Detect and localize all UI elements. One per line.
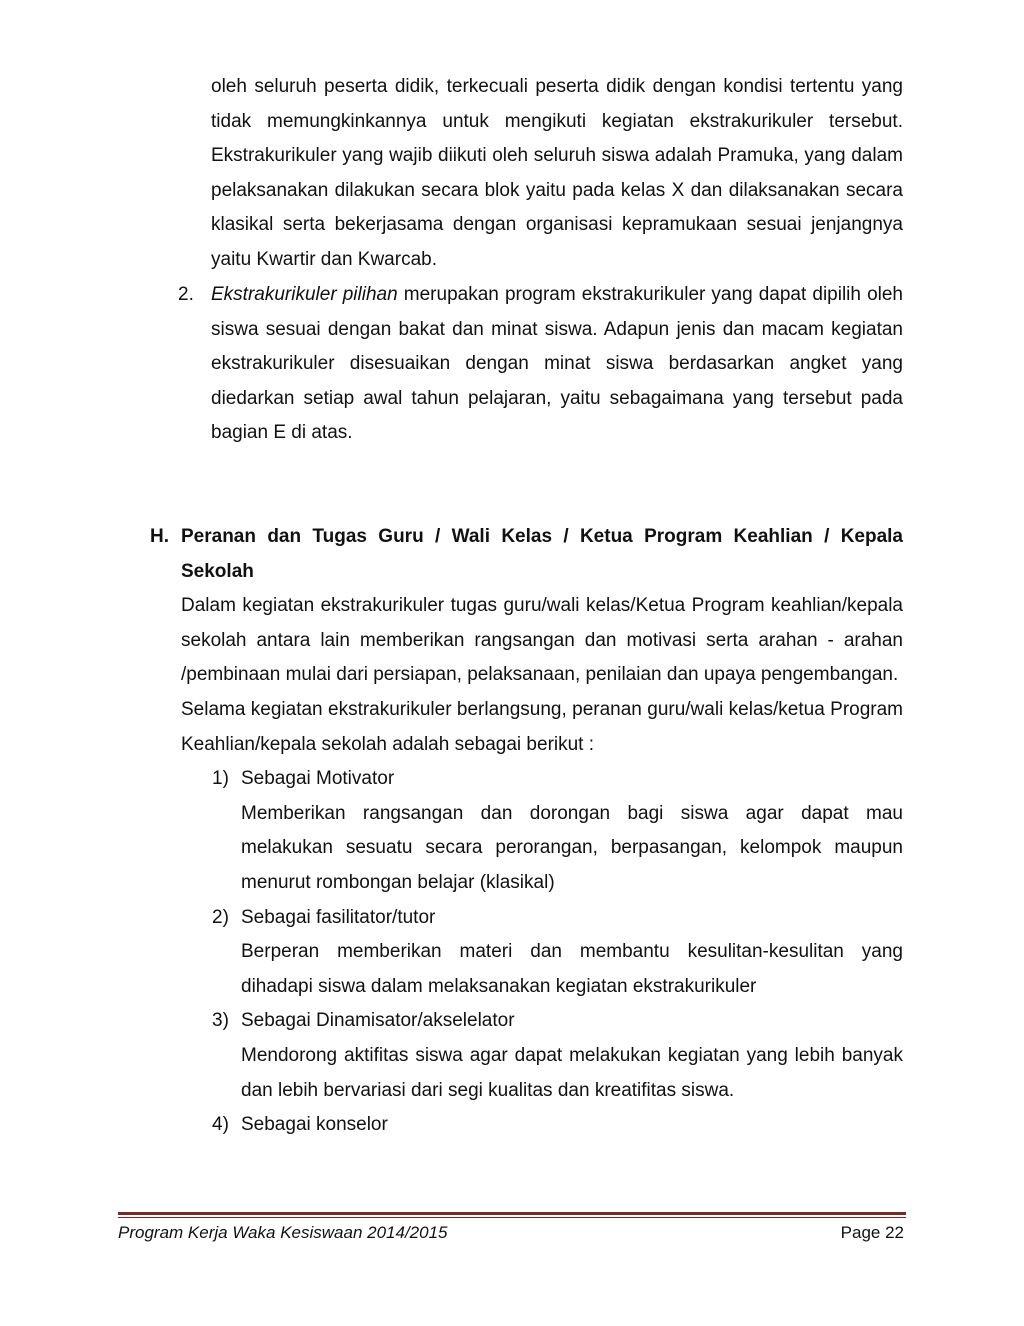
role-description: Memberikan rangsangan dan dorongan bagi siswa agar dapat mau melakukan sesuatu secara perorangan, berpasangan, kelompok maupun menurut rombongan belajar (klasikal) (241, 802, 903, 893)
section-body (181, 520, 903, 1143)
list-item-text (211, 278, 903, 451)
continuation-text: oleh seluruh peserta didik, terkecuali peserta didik dengan kondisi tertentu yang tidak memungkinkannya untuk mengikuti kegiatan ekstrakurikuler tersebut. Ekstrakurikuler yang wajib diikuti oleh seluruh siswa adalah Pramuka, yang dalam pelaksanakan dilakukan secara blok yaitu pada kelas X dan dilaksanakan secara klasikal serta bekerjasama dengan organisasi kepramukaan sesuai jenjangnya yaitu Kwartir dan Kwarcab. (211, 76, 903, 270)
italic-term: Ekstrakurikuler pilihan (211, 284, 398, 305)
section-title: Peranan dan Tugas Guru / Wali Kelas / Ketua Program Keahlian / Kepala Sekolah (181, 526, 903, 582)
list-item-body: merupakan program ekstrakurikuler yang dapat dipilih oleh siswa sesuai dengan bakat dan minat siswa. Adapun jenis dan macam kegiatan ekstrakurikuler disesuaikan dengan minat siswa berdasarkan angket yang diedarkan setiap awal tahun pelajaran, yaitu sebagaimana yang tersebut pada bagian E di atas. (211, 284, 903, 444)
role-title: Sebagai Motivator (241, 768, 395, 790)
role-number: 4) (212, 1114, 229, 1136)
role-number: 2) (212, 906, 229, 928)
role-description: Berperan memberikan materi dan membantu kesulitan-kesulitan yang dihadapi siswa dalam melaksanakan kegiatan ekstrakurikuler (241, 941, 903, 997)
footer-document-title: Program Kerja Waka Kesiswaan 2014/2015 (118, 1223, 448, 1242)
continuation-paragraph (211, 70, 903, 278)
role-number: 3) (212, 1010, 229, 1032)
list-item-number: 2. (178, 284, 194, 305)
role-description: Mendorong aktifitas siswa agar dapat melakukan kegiatan yang lebih banyak dan lebih bervariasi dari segi kualitas dan kreatifitas siswa. (241, 1044, 903, 1101)
role-title: Sebagai fasilitator/tutor (241, 906, 436, 928)
role-item-3 (212, 1004, 903, 1108)
section-h (150, 520, 903, 1143)
role-item-1 (212, 762, 903, 900)
section-paragraph-2: Selama kegiatan ekstrakurikuler berlangsung, peranan guru/wali kelas/ketua Program Keahlian/kepala sekolah adalah sebagai berikut : (181, 698, 903, 755)
role-item-4 (212, 1108, 903, 1143)
footer-rule-thick (118, 1212, 906, 1215)
footer-page-number: Page 22 (840, 1223, 904, 1242)
role-title: Sebagai konselor (241, 1114, 388, 1136)
role-item-2 (212, 901, 903, 1005)
list-item-2 (178, 278, 903, 451)
section-paragraph-1: Dalam kegiatan ekstrakurikuler tugas guru/wali kelas/Ketua Program keahlian/kepala sekolah antara lain memberikan rangsangan dan motivasi serta arahan - arahan /pembinaan mulai dari persiapan, pelaksanaan, penilaian dan upaya pengembangan. (181, 595, 903, 686)
role-title: Sebagai Dinamisator/akselelator (241, 1010, 515, 1032)
section-letter: H. (150, 526, 169, 547)
role-number: 1) (212, 768, 229, 790)
footer-rule-thin (118, 1217, 906, 1218)
